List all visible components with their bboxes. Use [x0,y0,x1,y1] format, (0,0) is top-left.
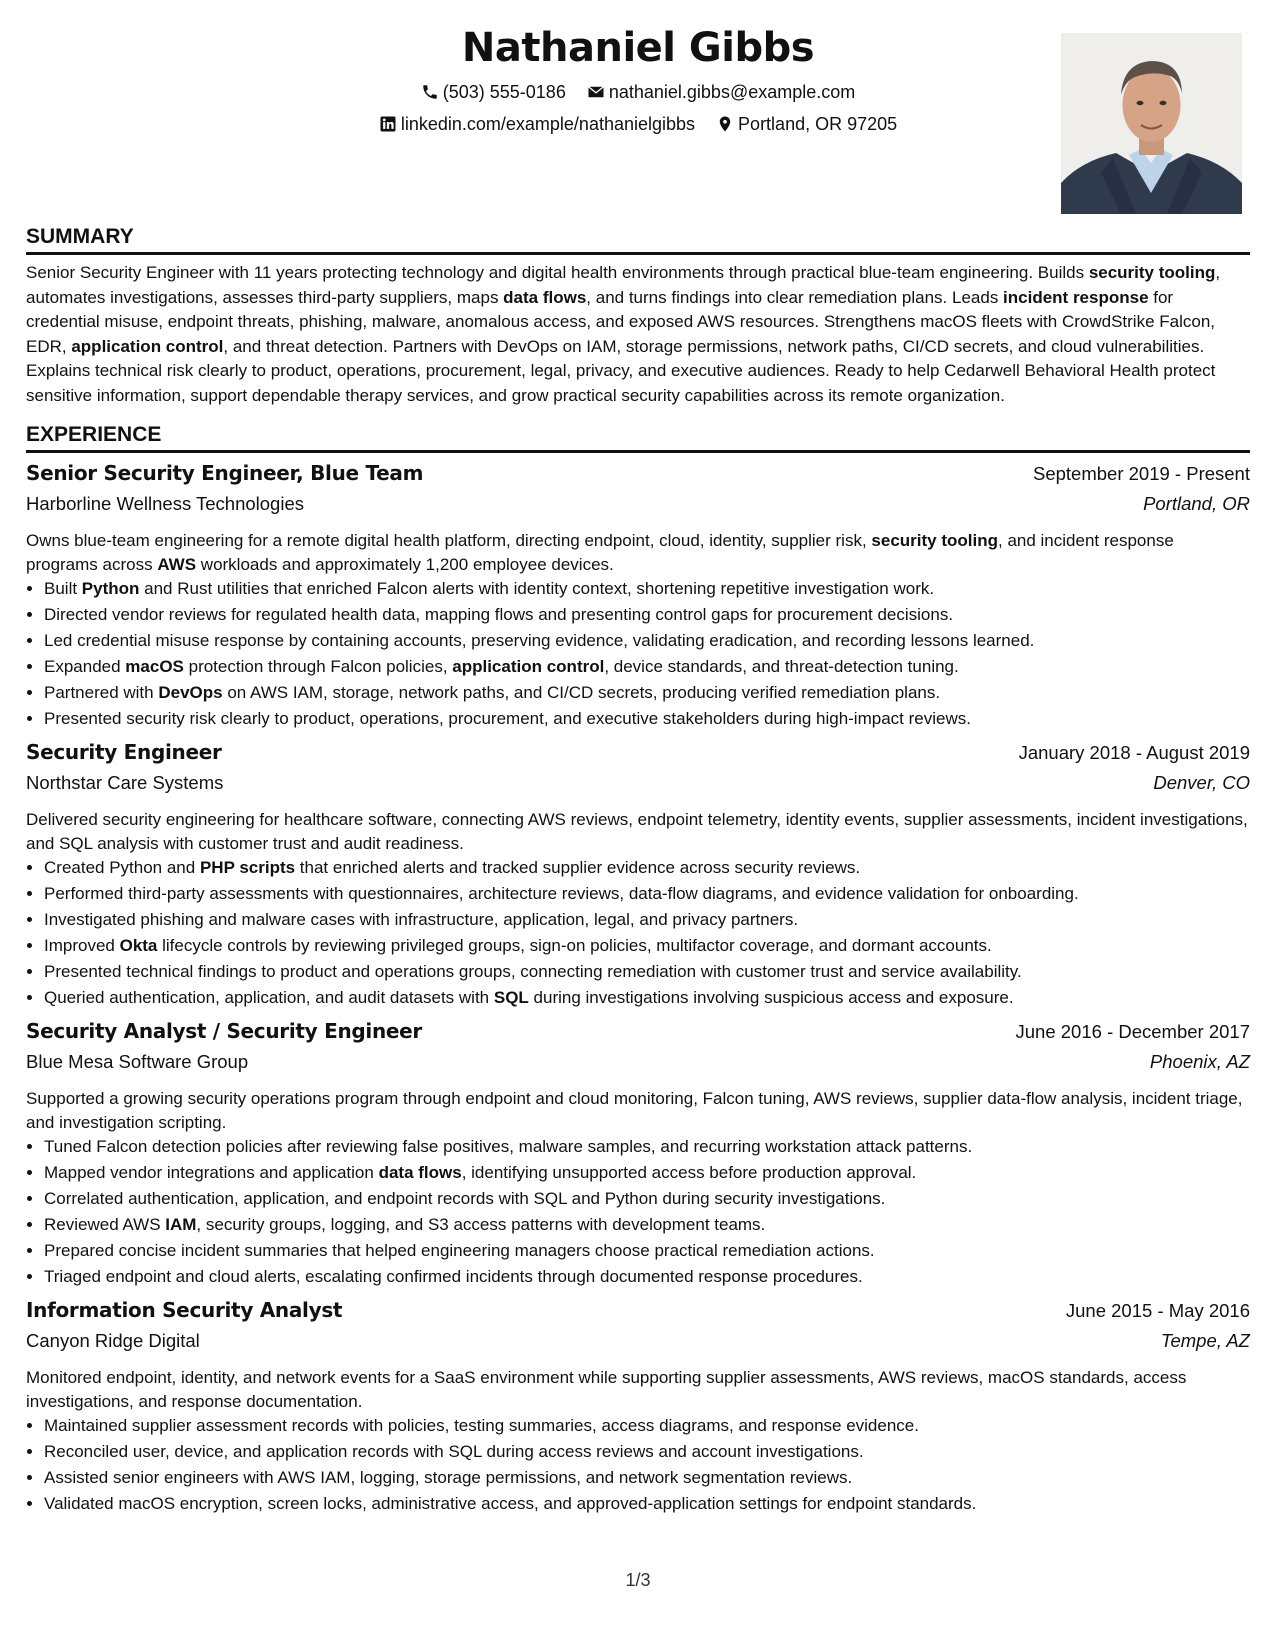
email-link[interactable]: nathaniel.gibbs@example.com [608,82,856,102]
phone-icon [421,83,439,101]
company-name: Northstar Care Systems [26,772,224,793]
emphasis-text: Python [81,579,140,598]
bullet-item: • Presented security risk clearly to product, operations, procurement, and executive stakeholders during high-impact reviews. [44,706,1250,732]
portrait-image [1061,33,1242,214]
emphasis-text: PHP scripts [199,858,296,877]
contact-phone [421,80,566,104]
job-dates: September 2019 - Present [1033,463,1250,484]
job-entry [26,461,1250,732]
job-subheader [26,1330,1250,1360]
linkedin-link[interactable]: linkedin.com/example/nathanielgibbs [400,114,696,134]
summary-heading: SUMMARY [26,212,1250,255]
page-number: 1/3 [625,1570,651,1590]
phone-text: (503) 555-0186 [442,82,566,102]
job-dates: June 2015 - May 2016 [1065,1300,1250,1321]
emphasis-text: DevOps [158,683,223,702]
linkedin-icon [379,115,397,133]
job-bullets [26,1413,1250,1517]
job-title: Security Analyst / Security Engineer [26,1019,422,1043]
job-bullets [26,1134,1250,1290]
emphasis-text: application control [452,657,605,676]
bullet-item: • Led credential misuse response by containing accounts, preserving evidence, validating eradication, and recording lessons learned. [44,628,1250,654]
job-location: Phoenix, AZ [1149,1051,1250,1072]
emphasis-text: security tooling [1088,263,1216,282]
bullet-item: • Mapped vendor integrations and application data flows, identifying unsupported access before production approval. [44,1160,1250,1186]
emphasis-text: AWS [157,554,197,574]
bullet-item: • Triaged endpoint and cloud alerts, escalating confirmed incidents through documented response procedures. [44,1264,1250,1290]
bullet-item: • Validated macOS encryption, screen locks, administrative access, and approved-application settings for endpoint standards. [44,1491,1250,1517]
bullet-item: • Reconciled user, device, and application records with SQL during access reviews and account investigations. [44,1439,1250,1465]
experience-list [26,461,1250,1517]
job-description: Owns blue-team engineering for a remote digital health platform, directing endpoint, cloud, identity, supplier risk, security tooling, and incident response programs across AWS workloads and approximately 1,200 employee devices. [26,531,1174,574]
envelope-icon [587,83,605,101]
job-bullets [26,576,1250,732]
emphasis-text: incident response [1003,287,1149,307]
emphasis-text: Okta [119,936,158,955]
bullet-item: • Queried authentication, application, and audit datasets with SQL during investigations involving suspicious access and exposure. [44,985,1250,1011]
map-pin-icon [716,115,734,133]
emphasis-text: IAM [165,1215,197,1234]
job-dates: January 2018 - August 2019 [1018,742,1250,763]
company-name: Blue Mesa Software Group [26,1051,249,1072]
job-bullets [26,855,1250,1011]
contact-email[interactable] [587,80,855,104]
job-header [26,461,1250,493]
bullet-item: • Investigated phishing and malware cases with infrastructure, application, legal, and privacy partners. [44,907,1250,933]
job-entry [26,740,1250,1011]
company-name: Canyon Ridge Digital [26,1330,200,1351]
job-subheader [26,493,1250,523]
bullet-item: • Performed third-party assessments with questionnaires, architecture reviews, data-flow diagrams, and evidence validation for onboarding. [44,881,1250,907]
job-entry [26,1019,1250,1290]
job-title: Security Engineer [26,740,222,764]
emphasis-text: SQL [493,988,529,1007]
job-subheader [26,772,1250,802]
job-location: Tempe, AZ [1160,1330,1250,1351]
contact-location [716,112,897,136]
bullet-item: • Presented technical findings to product and operations groups, connecting remediation with customer trust and service availability. [44,959,1250,985]
bullet-item: • Tuned Falcon detection policies after reviewing false positives, malware samples, and recurring workstation attack patterns. [44,1134,1250,1160]
bullet-item: • Reviewed AWS IAM, security groups, logging, and S3 access patterns with development teams. [44,1212,1250,1238]
company-name: Harborline Wellness Technologies [26,493,304,514]
location-text: Portland, OR 97205 [738,114,898,134]
profile-photo [1061,33,1242,214]
job-description: Monitored endpoint, identity, and network events for a SaaS environment while supporting supplier assessments, AWS reviews, macOS standards, access investigations, and response documentation. [26,1368,1187,1411]
job-description: Supported a growing security operations program through endpoint and cloud monitoring, Falcon tuning, AWS reviews, supplier data-flow analysis, incident triage, and investigation scripting. [26,1089,1243,1132]
bullet-item: • Built Python and Rust utilities that enriched Falcon alerts with identity context, shortening repetitive investigation work. [44,576,1250,602]
emphasis-text: data flows [378,1163,462,1182]
emphasis-text: macOS [125,657,184,676]
bullet-item: • Improved Okta lifecycle controls by reviewing privileged groups, sign-on policies, multifactor coverage, and dormant accounts. [44,933,1250,959]
candidate-name: Nathaniel Gibbs [461,25,815,71]
job-title: Information Security Analyst [26,1298,343,1322]
bullet-item: • Directed vendor reviews for regulated health data, mapping flows and presenting control gaps for procurement decisions. [44,602,1250,628]
bullet-item: • Expanded macOS protection through Falcon policies, application control, device standards, and threat-detection tuning. [44,654,1250,680]
job-header [26,1298,1250,1330]
job-location: Portland, OR [1143,493,1250,514]
emphasis-text: application control [71,336,224,356]
emphasis-text: data flows [503,287,587,307]
job-header [26,1019,1250,1051]
bullet-item: • Prepared concise incident summaries that helped engineering managers choose practical remediation actions. [44,1238,1250,1264]
summary-text: Senior Security Engineer with 11 years protecting technology and digital health environments through practical blue-team engineering. Builds security tooling, automates investigations, assesses third-party suppliers, maps data flows, and turns findings into clear remediation plans. Leads incident response for credential misuse, endpoint threats, phishing, malware, anomalous access, and exposed AWS resources. Strengthens macOS fleets with CrowdStrike Falcon, EDR, application control, and threat detection. Partners with DevOps on IAM, storage permissions, network paths, CI/CD secrets, and cloud vulnerabilities. Explains technical risk clearly to product, operations, procurement, legal, privacy, and executive audiences. Ready to help Cedarwell Behavioral Health protect sensitive information, support dependable therapy services, and grow practical security capabilities across its remote organization. [26,263,1221,405]
resume-page [26,0,1250,1650]
emphasis-text: security tooling [871,531,998,550]
bullet-item: • Correlated authentication, application, and endpoint records with SQL and Python during security investigations. [44,1186,1250,1212]
contact-linkedin[interactable] [379,112,695,136]
resume-header [26,0,1250,212]
job-entry [26,1298,1250,1517]
job-description: Delivered security engineering for healthcare software, connecting AWS reviews, endpoint telemetry, identity events, supplier assessments, incident investigations, and SQL analysis with customer trust and audit readiness. [26,810,1248,853]
bullet-item: • Partnered with DevOps on AWS IAM, storage, network paths, and CI/CD secrets, producing verified remediation plans. [44,680,1250,706]
bullet-item: • Created Python and PHP scripts that enriched alerts and tracked supplier evidence across security reviews. [44,855,1250,881]
bullet-item: • Assisted senior engineers with AWS IAM, logging, storage permissions, and network segmentation reviews. [44,1465,1250,1491]
bullet-item: • Maintained supplier assessment records with policies, testing summaries, access diagrams, and response evidence. [44,1413,1250,1439]
job-title: Senior Security Engineer, Blue Team [26,461,424,485]
job-location: Denver, CO [1153,772,1250,793]
job-dates: June 2016 - December 2017 [1015,1021,1250,1042]
job-header [26,740,1250,772]
experience-heading: EXPERIENCE [26,408,1250,453]
job-subheader [26,1051,1250,1081]
